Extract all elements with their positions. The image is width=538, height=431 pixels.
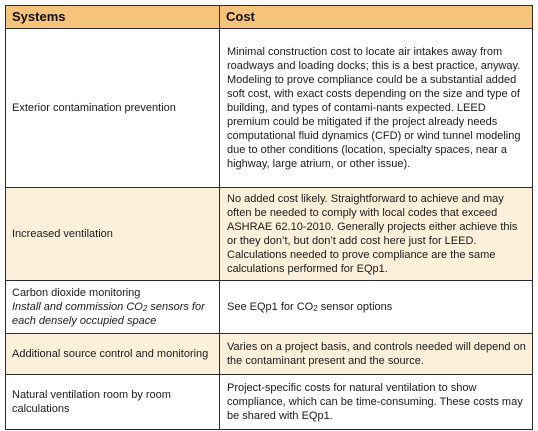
cost-cell: See EQp1 for $CO_2$ sensor options bbox=[220, 281, 533, 334]
table-row bbox=[6, 375, 533, 430]
system-cell: Additional source control and monitoring bbox=[6, 334, 220, 375]
system-cell: Increased ventilation bbox=[6, 188, 220, 281]
system-cell bbox=[6, 281, 220, 334]
header-systems: Systems bbox=[6, 6, 220, 29]
system-title: Carbon dioxide monitoring bbox=[12, 287, 141, 299]
system-cell: Exterior contamination prevention bbox=[6, 29, 220, 188]
systems-cost-table bbox=[5, 5, 533, 430]
table-row bbox=[6, 188, 533, 281]
table-row bbox=[6, 334, 533, 375]
header-cost: Cost bbox=[220, 6, 533, 29]
table-header-row bbox=[6, 6, 533, 29]
system-subtitle: Install and commission $CO_2$ sensors for each densely occupied space bbox=[12, 301, 205, 327]
cost-cell: Varies on a project basis, and controls needed will depend on the contaminant present and the source. bbox=[220, 334, 533, 375]
table-row bbox=[6, 281, 533, 334]
table-row bbox=[6, 29, 533, 188]
cost-cell: Minimal construction cost to locate air intakes away from roadways and loading docks; this is a best practice, anyway. Modeling to prove compliance could be a substantial added soft cost, with exact costs depending on the size and type of building, and types of contami-nants expected. LEED premium could be mitigated if the project already needs computational fluid dynamics (CFD) or wind tunnel modeling due to other conditions (location, specialty spaces, near a highway, large atrium, or other issue). bbox=[220, 29, 533, 188]
cost-cell: No added cost likely. Straightforward to achieve and may often be needed to comply with local codes that exceed ASHRAE 62.10-2010. Generally projects either achieve this or they don’t, but don’t add cost here just for LEED. Calculations needed to prove compliance are the same calculations performed for EQp1. bbox=[220, 188, 533, 281]
cost-cell: Project-specific costs for natural ventilation to show compliance, which can be time-consuming. These costs may be shared with EQp1. bbox=[220, 375, 533, 430]
system-cell: Natural ventilation room by room calculations bbox=[6, 375, 220, 430]
